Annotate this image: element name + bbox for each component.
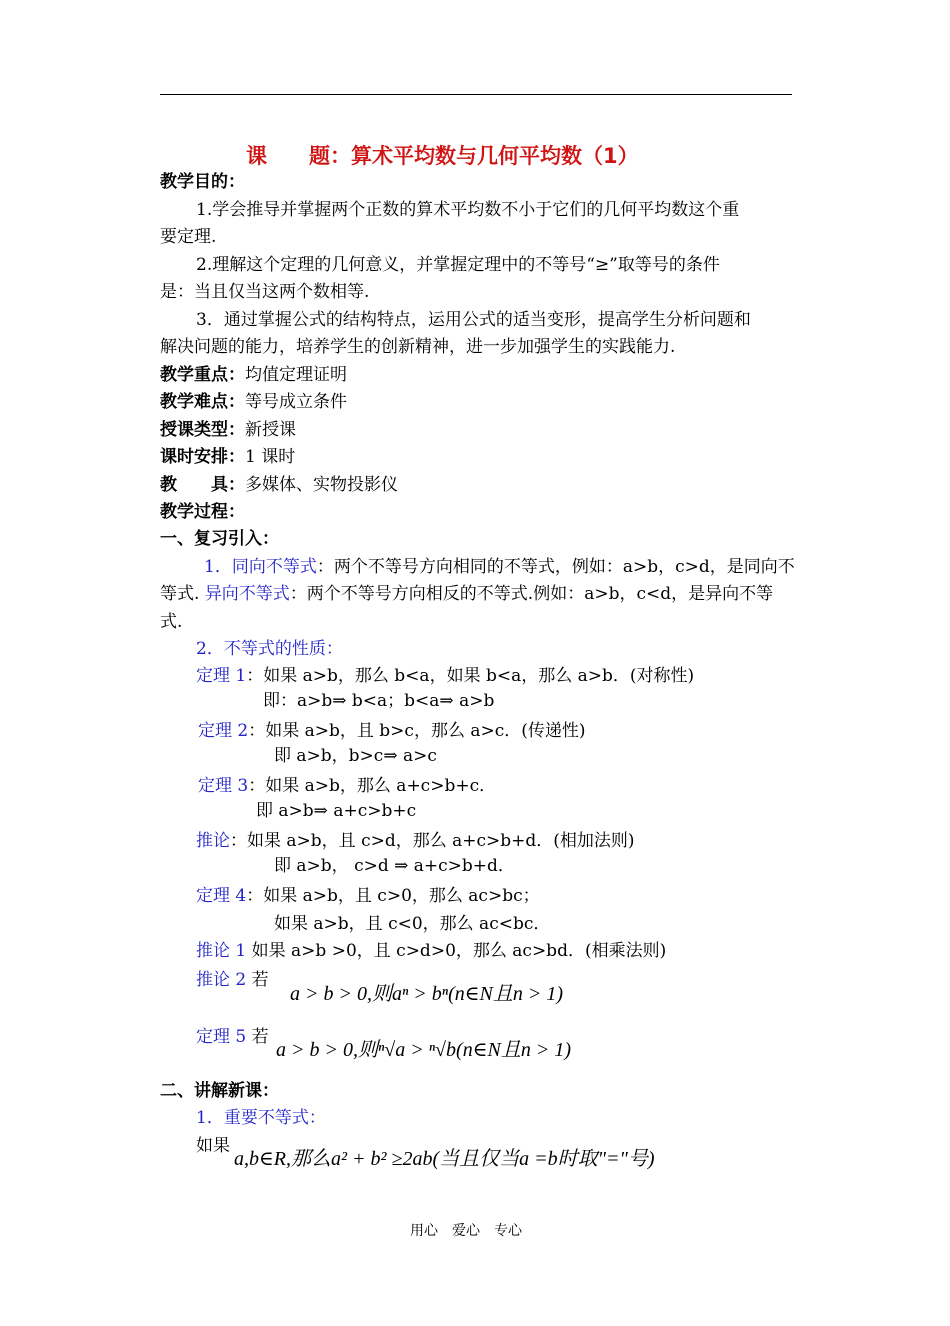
theorem-2-text: ：如果 a>b，且 b>c，那么 a>c．(传递性) (248, 721, 586, 741)
corollary-2-ruo: 若 (246, 970, 269, 990)
theorem-5 (196, 1029, 269, 1046)
theorem-1 (196, 668, 694, 685)
theorem-4-label: 定理 4 (196, 886, 247, 906)
meta-difficulty-value: 等号成立条件 (245, 392, 347, 412)
theorem-3-label: 定理 3 (198, 776, 249, 796)
term-same-direction: 1．同向不等式 (204, 557, 317, 577)
s1-p1-text2b: ：两个不等号方向相反的不等式.例如：a>b，c<d，是异向不等 (289, 584, 774, 604)
s2-important-inequality-heading: 1．重要不等式： (196, 1108, 326, 1128)
meta-tools-label: 教 具： (160, 475, 245, 495)
s1-p1-text1: ：两个不等号方向相同的不等式，例如：a>b，c>d，是同向不 (316, 557, 795, 577)
theorem-5-formula: a > b > 0,则ⁿ√a > ⁿ√b(n∈N且n > 1) (276, 1039, 571, 1061)
theorem-3-sub: 即 a>b⇒ a+c>b+c (256, 801, 417, 821)
s2-inequality-formula: a,b∈R,那么a² + b² ≥2ab(当且仅当a =b时取"="号) (234, 1148, 655, 1170)
meta-type-label: 授课类型： (160, 420, 245, 440)
theorem-5-label: 定理 5 (196, 1027, 247, 1047)
theorem-3 (198, 778, 496, 795)
s1-p1-line3: 式. (160, 612, 183, 632)
meta-hours-label: 课时安排： (160, 447, 245, 467)
theorem-2-sub: 即 a>b，b>c⇒ a>c (274, 746, 437, 766)
meta-hours-value: 1 课时 (245, 447, 296, 467)
s2-ruguo: 如果 (196, 1136, 230, 1156)
corollary (196, 833, 635, 850)
s1-p1-text2a: 等式. (160, 584, 205, 604)
meta-focus-value: 均值定理证明 (245, 365, 347, 385)
corollary-text: ：如果 a>b，且 c>d，那么 a+c>b+d．(相加法则) (230, 831, 635, 851)
term-opposite-direction: 异向不等式 (204, 584, 290, 604)
meta-process-label: 教学过程： (160, 502, 245, 522)
meta-type-value: 新授课 (245, 420, 296, 440)
section-1-heading: 一、复习引入： (160, 529, 279, 549)
page-title (246, 146, 639, 167)
page-footer: 用心 爱心 专心 (410, 1223, 522, 1239)
theorem-1-sub: 即：a>b⇒ b<a；b<a⇒ a>b (263, 691, 495, 711)
theorem-5-ruo: 若 (246, 1027, 269, 1047)
corollary-2-label: 推论 2 (196, 970, 247, 990)
objective-3-line-b: 解决问题的能力，培养学生的创新精神，进一步加强学生的实践能力. (160, 337, 676, 357)
corollary-1-label: 推论 1 (196, 941, 247, 961)
meta-hours (160, 449, 295, 466)
meta-difficulty-label: 教学难点： (160, 392, 245, 412)
s1-p1-line2 (160, 586, 773, 603)
section-2-heading: 二、讲解新课： (160, 1081, 279, 1101)
s1-p1-line1 (204, 559, 795, 576)
meta-difficulty (160, 394, 347, 411)
corollary-2-formula: a > b > 0,则aⁿ > bⁿ(n∈N且n > 1) (290, 983, 564, 1005)
meta-tools-value: 多媒体、实物投影仪 (245, 475, 398, 495)
objective-3-line-a: 3．通过掌握公式的结构特点，运用公式的适当变形，提高学生分析问题和 (196, 310, 751, 330)
corollary-sub: 即 a>b， c>d ⇒ a+c>b+d． (274, 856, 515, 876)
meta-tools (160, 477, 398, 494)
corollary-1 (196, 943, 666, 960)
theorem-4 (196, 888, 540, 905)
theorem-3-text: ：如果 a>b，那么 a+c>b+c． (248, 776, 497, 796)
theorem-1-text: ：如果 a>b，那么 b<a，如果 b<a，那么 a>b．(对称性) (246, 666, 695, 686)
objective-2-line-a: 2.理解这个定理的几何意义，并掌握定理中的不等号“≥”取等号的条件 (196, 255, 720, 275)
theorem-1-label: 定理 1 (196, 666, 247, 686)
theorem-4-text: ：如果 a>b，且 c>0，那么 ac>bc； (246, 886, 540, 906)
theorem-4-sub: 如果 a>b，且 c<0，那么 ac<bc． (274, 914, 551, 934)
objectives-heading: 教学目的： (160, 172, 245, 192)
objective-1-line-b: 要定理. (160, 227, 217, 247)
objective-1-line-a: 1.学会推导并掌握两个正数的算术平均数不小于它们的几何平均数这个重 (196, 200, 740, 220)
theorem-2 (198, 723, 586, 740)
title-text: 算术平均数与几何平均数（1） (351, 144, 639, 168)
theorem-2-label: 定理 2 (198, 721, 249, 741)
corollary-label: 推论 (196, 831, 230, 851)
corollary-2 (196, 972, 269, 989)
meta-focus (160, 367, 347, 384)
objective-2-line-b: 是：当且仅当这两个数相等. (160, 282, 370, 302)
meta-focus-label: 教学重点： (160, 365, 245, 385)
corollary-1-text: 如果 a>b >0，且 c>d>0，那么 ac>bd．(相乘法则) (246, 941, 667, 961)
title-label: 课 题： (246, 144, 351, 168)
header-rule (160, 94, 792, 95)
s1-p2-heading: 2．不等式的性质： (196, 639, 343, 659)
meta-type (160, 422, 296, 439)
